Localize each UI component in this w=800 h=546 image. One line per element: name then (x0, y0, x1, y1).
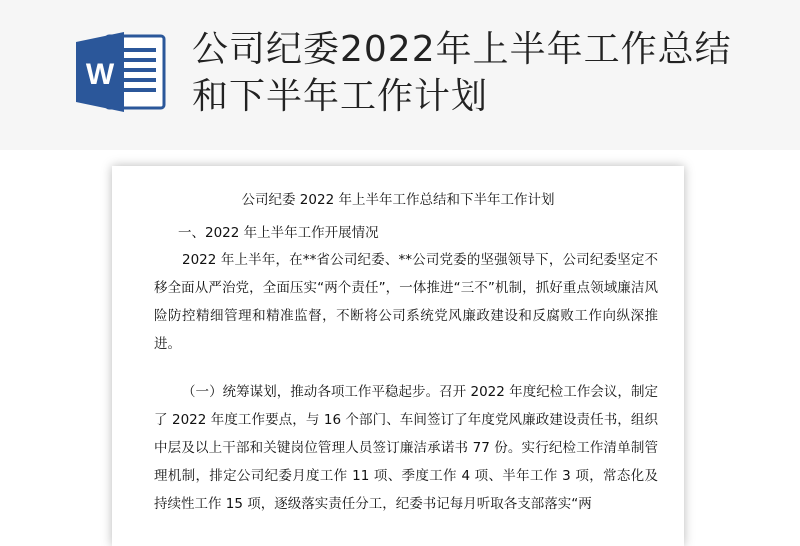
word-icon-letter: W (85, 58, 115, 91)
document-page (112, 166, 684, 546)
banner-title: 公司纪委2022年上半年工作总结和下半年工作计划 (192, 29, 732, 117)
section-heading: 一、2022 年上半年工作开展情况 (178, 225, 379, 241)
header-banner (0, 0, 800, 150)
paragraph-1: 2022 年上半年，在**省公司纪委、**公司党委的坚强领导下，公司纪委坚定不移全面从严治党，全面压实“两个责任”，一体推进“三不”机制，抓好重点领域廉洁风险防控精细管理和精准监督，不断将公司系统党风廉政建设和反腐败工作向纵深推进。 (154, 252, 658, 352)
microsoft-word-icon (76, 32, 168, 112)
paragraph-2: （一）统筹谋划，推动各项工作平稳起步。召开 2022 年度纪检工作会议，制定了 2022 年度工作要点，与 16 个部门、车间签订了年度党风廉政建设责任书，组织中层及以上干部和关键岗位管理人员签订廉洁承诺书 77 份。实行纪检工作清单制管理机制，排定公司纪委月度工作 11 项、季度工作 4 项、半年工作 3 项，常态化及持续性工作 15 项，逐级落实责任分工，纪委书记每月听取各支部落实“两 (154, 384, 658, 512)
document-title: 公司纪委 2022 年上半年工作总结和下半年工作计划 (241, 192, 555, 208)
